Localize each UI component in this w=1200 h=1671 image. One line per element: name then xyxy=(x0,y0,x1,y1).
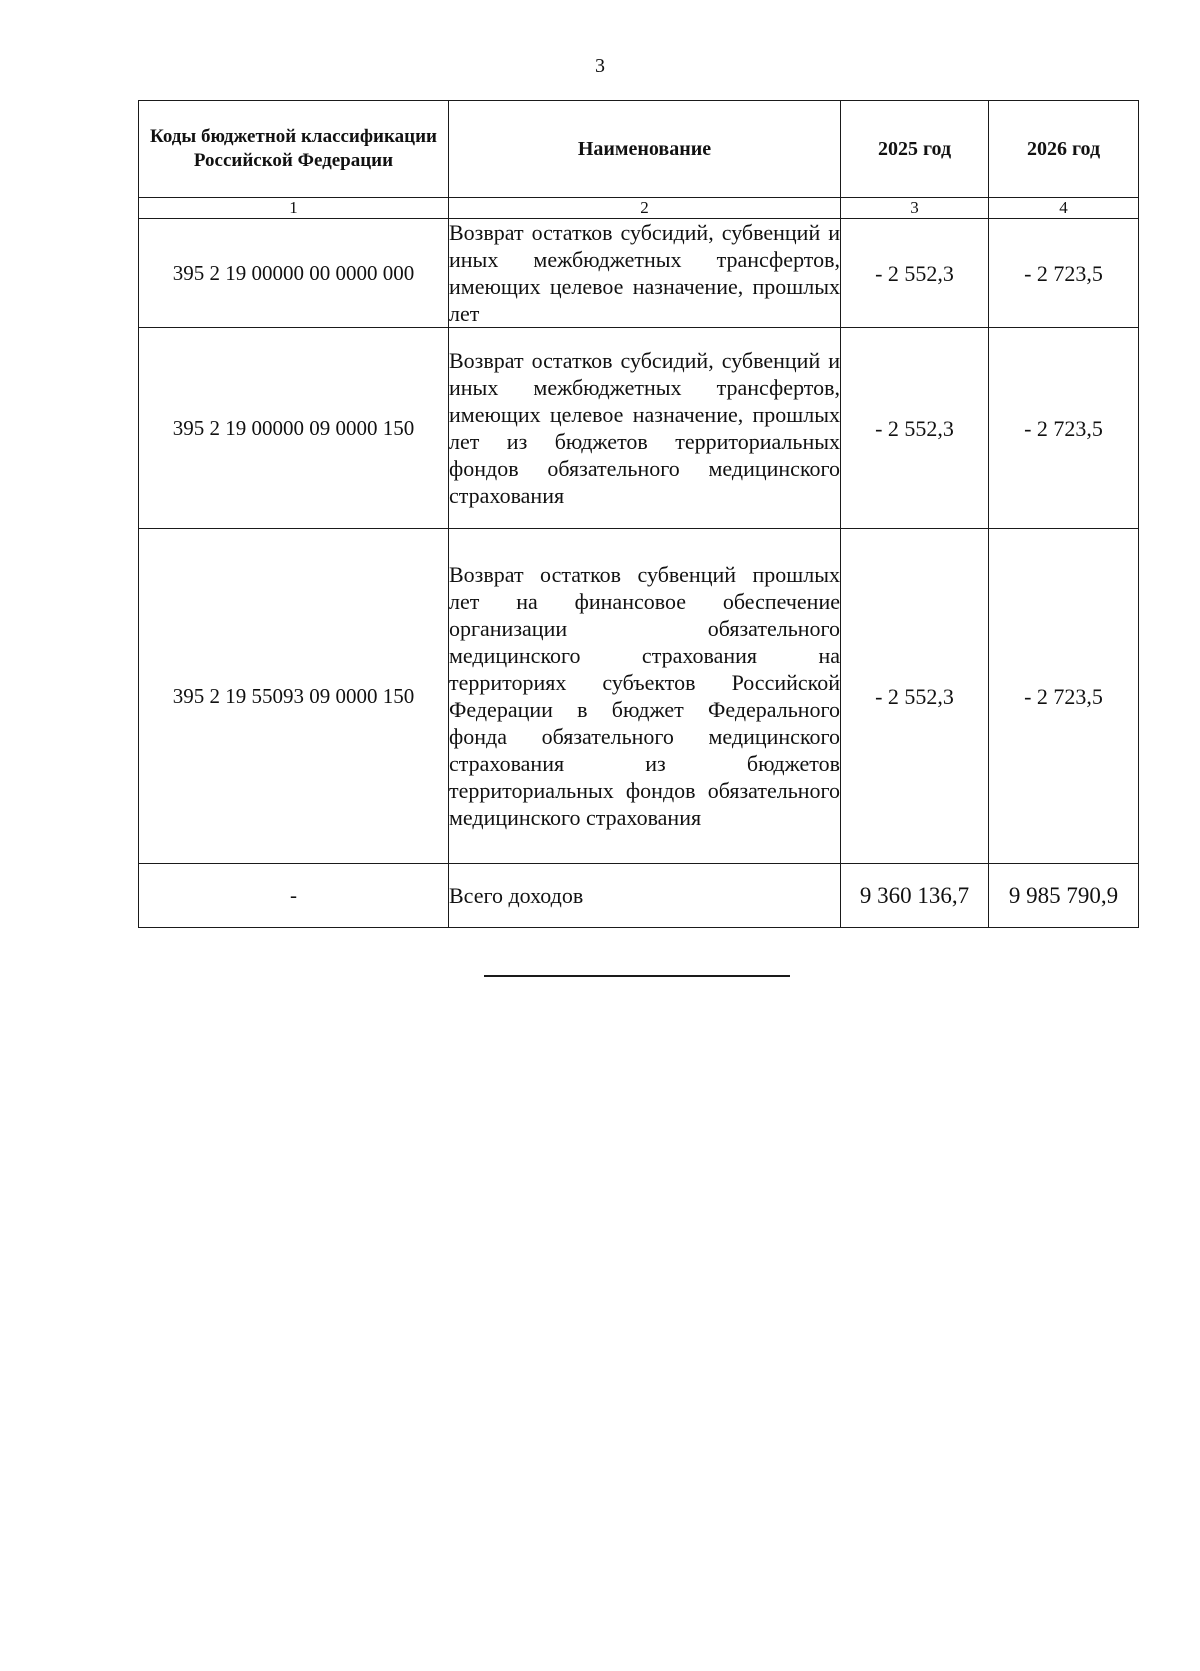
budget-code: 395 2 19 55093 09 0000 150 xyxy=(139,529,449,864)
value-2026: - 2 723,5 xyxy=(989,328,1139,529)
header-name: Наименование xyxy=(449,101,841,198)
total-code: - xyxy=(139,864,449,928)
budget-table xyxy=(138,100,1139,928)
end-rule xyxy=(484,975,790,977)
column-number: 2 xyxy=(449,198,841,219)
table-row xyxy=(139,529,1139,864)
budget-code: 395 2 19 00000 00 0000 000 xyxy=(139,219,449,328)
column-number: 3 xyxy=(841,198,989,219)
column-number: 4 xyxy=(989,198,1139,219)
value-2026: - 2 723,5 xyxy=(989,529,1139,864)
table-row xyxy=(139,328,1139,529)
table-row xyxy=(139,219,1139,328)
value-2026: - 2 723,5 xyxy=(989,219,1139,328)
page-number: 3 xyxy=(595,55,605,77)
header-2025: 2025 год xyxy=(841,101,989,198)
column-number: 1 xyxy=(139,198,449,219)
column-number-row xyxy=(139,198,1139,219)
row-name: Возврат остатков субвенций прошлых лет на финансовое обеспечение организации обязательного медицинского страхования на территориях субъектов Российской Федерации в бюджет Федерального фонда обязательного медицинского страхования из бюджетов территориальных фондов обязательного медицинского страхования xyxy=(449,529,841,864)
header-2026: 2026 год xyxy=(989,101,1139,198)
row-name: Возврат остатков субсидий, субвенций и иных межбюджетных трансфертов, имеющих целевое назначение, прошлых лет из бюджетов территориальных фондов обязательного медицинского страхования xyxy=(449,328,841,529)
value-2025: - 2 552,3 xyxy=(841,328,989,529)
table-header-row xyxy=(139,101,1139,198)
budget-code: 395 2 19 00000 09 0000 150 xyxy=(139,328,449,529)
total-2026: 9 985 790,9 xyxy=(989,864,1139,928)
row-name: Возврат остатков субсидий, субвенций и иных межбюджетных трансфертов, имеющих целевое назначение, прошлых лет xyxy=(449,220,840,326)
value-2025: - 2 552,3 xyxy=(841,219,989,328)
total-label: Всего доходов xyxy=(449,864,841,928)
total-2025: 9 360 136,7 xyxy=(841,864,989,928)
value-2025: - 2 552,3 xyxy=(841,529,989,864)
total-row xyxy=(139,864,1139,928)
header-codes: Коды бюджетной классификации Российской Федерации xyxy=(139,101,449,198)
